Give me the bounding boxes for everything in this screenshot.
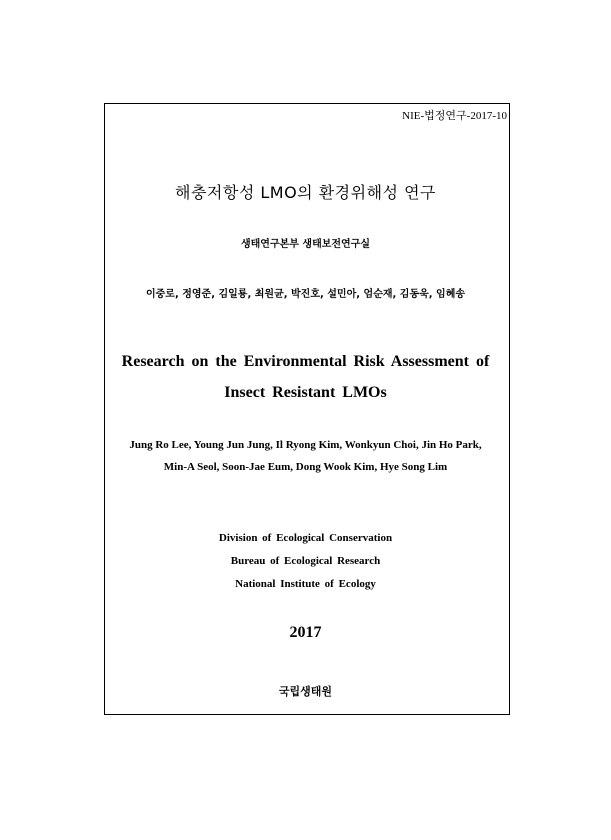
affiliation-division: Division of Ecological Conservation [218,532,393,544]
english-title-line-1: Research on the Environmental Risk Assessment of [121,353,490,370]
korean-title: 해충저항성 LMO의 환경위해성 연구 [175,183,436,202]
publication-year: 2017 [289,624,322,641]
affiliation-institute: National Institute of Ecology [235,578,376,590]
korean-authors: 이중로, 정영준, 김일룡, 최원균, 박진호, 설민아, 엄순재, 김동욱, 임혜송 [145,289,466,300]
affiliation-bureau: Bureau of Ecological Research [230,555,381,567]
english-authors-line-1: Jung Ro Lee, Young Jun Jung, Il Ryong Kim, Wonkyun Choi, Jin Ho Park, [129,439,482,451]
korean-department: 생태연구본부 생태보전연구실 [240,239,371,250]
report-id: NIE-법정연구-2017-10 [402,110,507,122]
publisher-name: 국립생태원 [278,685,333,698]
english-authors-line-2: Min-A Seol, Soon-Jae Eum, Dong Wook Kim, Hye Song Lim [163,461,448,473]
english-title-line-2: Insect Resistant LMOs [224,384,387,401]
